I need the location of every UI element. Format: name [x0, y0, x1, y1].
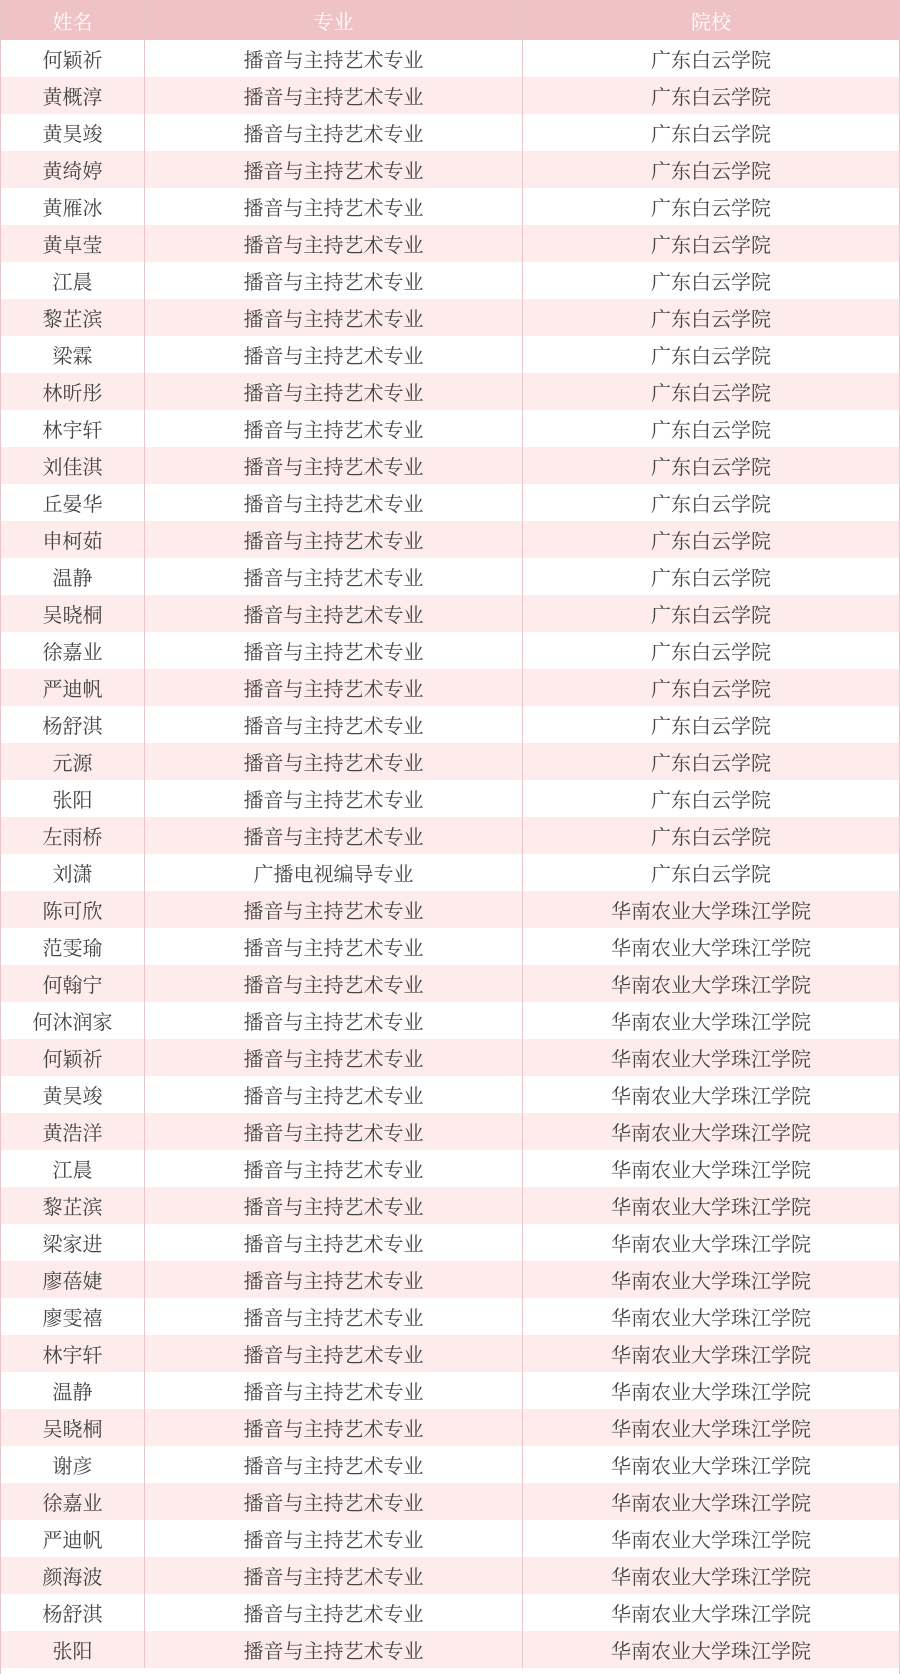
- table-row: [1, 928, 899, 965]
- cell-name: 廖雯禧: [1, 1298, 145, 1335]
- table-header: [1, 0, 899, 40]
- cell-school: 华南农业大学珠江学院: [611, 1602, 811, 1626]
- cell-school: 广东白云学院: [651, 455, 771, 479]
- cell-major: 播音与主持艺术专业: [145, 1039, 523, 1076]
- cell-school: 广东白云学院: [651, 196, 771, 220]
- table-row: [1, 114, 899, 151]
- cell-major: 播音与主持艺术专业: [145, 521, 523, 558]
- table-row: [1, 706, 899, 743]
- cell-major: 播音与主持艺术专业: [145, 373, 523, 410]
- table-row: [1, 854, 899, 891]
- cell-name: 黄卓莹: [1, 225, 145, 262]
- cell-major: 播音与主持艺术专业: [145, 1224, 523, 1261]
- cell-school: 华南农业大学珠江学院: [611, 1232, 811, 1256]
- cell-major: 播音与主持艺术专业: [145, 743, 523, 780]
- cell-major: 播音与主持艺术专业: [145, 336, 523, 373]
- cell-name: 丘晏华: [1, 484, 145, 521]
- cell-school: 广东白云学院: [651, 492, 771, 516]
- cell-major: 播音与主持艺术专业: [145, 1631, 523, 1668]
- table-row: [1, 77, 899, 114]
- cell-major: 播音与主持艺术专业: [145, 1520, 523, 1557]
- table-row: [1, 1224, 899, 1261]
- cell-name: 谢彦: [1, 1446, 145, 1483]
- cell-name: 徐嘉业: [1, 632, 145, 669]
- cell-major: 播音与主持艺术专业: [145, 965, 523, 1002]
- cell-name: 温静: [1, 1372, 145, 1409]
- cell-school: 广东白云学院: [651, 233, 771, 257]
- table-row: [1, 780, 899, 817]
- cell-name: 刘潇: [1, 854, 145, 891]
- table-row: [1, 669, 899, 706]
- cell-major: 播音与主持艺术专业: [145, 410, 523, 447]
- cell-name: 陈可欣: [1, 891, 145, 928]
- cell-name: 黎芷滨: [1, 299, 145, 336]
- cell-major: 播音与主持艺术专业: [145, 40, 523, 77]
- cell-school: 广东白云学院: [651, 677, 771, 701]
- cell-major: 播音与主持艺术专业: [145, 1409, 523, 1446]
- table-row: [1, 410, 899, 447]
- cell-name: 严迪帆: [1, 669, 145, 706]
- cell-school: 华南农业大学珠江学院: [611, 1380, 811, 1404]
- cell-major: 播音与主持艺术专业: [145, 225, 523, 262]
- table-row: [1, 1409, 899, 1446]
- cell-major: 播音与主持艺术专业: [145, 1594, 523, 1631]
- cell-school: 广东白云学院: [651, 788, 771, 812]
- table-row: [1, 1076, 899, 1113]
- table-row: [1, 299, 899, 336]
- cell-school: 广东白云学院: [651, 603, 771, 627]
- table-row: [1, 1594, 899, 1631]
- cell-school: 华南农业大学珠江学院: [611, 1306, 811, 1330]
- cell-major: 播音与主持艺术专业: [145, 1483, 523, 1520]
- cell-major: 播音与主持艺术专业: [145, 1150, 523, 1187]
- table-row: [1, 1335, 899, 1372]
- cell-major: 播音与主持艺术专业: [145, 595, 523, 632]
- cell-major: 播音与主持艺术专业: [145, 632, 523, 669]
- cell-name: 廖蓓婕: [1, 1261, 145, 1298]
- cell-school: 华南农业大学珠江学院: [611, 1565, 811, 1589]
- cell-major: 播音与主持艺术专业: [145, 1261, 523, 1298]
- cell-school: 广东白云学院: [651, 48, 771, 72]
- table-row: [1, 262, 899, 299]
- cell-name: 范雯瑜: [1, 928, 145, 965]
- cell-school: 华南农业大学珠江学院: [611, 1454, 811, 1478]
- cell-name: 张阳: [1, 780, 145, 817]
- cell-school: 华南农业大学珠江学院: [611, 1010, 811, 1034]
- cell-name: 何沐润家: [1, 1002, 145, 1039]
- cell-school: 华南农业大学珠江学院: [611, 1343, 811, 1367]
- cell-name: 徐嘉业: [1, 1483, 145, 1520]
- cell-major: 播音与主持艺术专业: [145, 1187, 523, 1224]
- cell-name: 杨舒淇: [1, 706, 145, 743]
- table-row: [1, 1483, 899, 1520]
- table-row: [1, 1557, 899, 1594]
- cell-name: 林宇轩: [1, 1335, 145, 1372]
- cell-name: 林宇轩: [1, 410, 145, 447]
- table-row: [1, 743, 899, 780]
- table-row: [1, 1150, 899, 1187]
- cell-school: 华南农业大学珠江学院: [611, 1491, 811, 1515]
- cell-major: 广播电视编导专业: [145, 854, 523, 891]
- header-school: 院校: [691, 9, 731, 34]
- cell-name: 何颖祈: [1, 1039, 145, 1076]
- cell-major: 播音与主持艺术专业: [145, 188, 523, 225]
- table-row: [1, 891, 899, 928]
- cell-name: 温静: [1, 558, 145, 595]
- cell-major: 播音与主持艺术专业: [145, 1076, 523, 1113]
- table-row: [1, 151, 899, 188]
- table-row: [1, 558, 899, 595]
- cell-major: 播音与主持艺术专业: [145, 114, 523, 151]
- cell-school: 华南农业大学珠江学院: [611, 1195, 811, 1219]
- cell-school: 华南农业大学珠江学院: [611, 1084, 811, 1108]
- table-row: [1, 1298, 899, 1335]
- cell-school: 华南农业大学珠江学院: [611, 1269, 811, 1293]
- cell-school: 华南农业大学珠江学院: [611, 973, 811, 997]
- cell-major: 播音与主持艺术专业: [145, 299, 523, 336]
- cell-school: 广东白云学院: [651, 307, 771, 331]
- table-row: [1, 40, 899, 77]
- cell-major: 播音与主持艺术专业: [145, 1113, 523, 1150]
- table-row: [1, 595, 899, 632]
- cell-name: 梁家进: [1, 1224, 145, 1261]
- cell-major: 播音与主持艺术专业: [145, 669, 523, 706]
- cell-name: 申柯茹: [1, 521, 145, 558]
- table-row: [1, 336, 899, 373]
- table-row: [1, 521, 899, 558]
- cell-major: 播音与主持艺术专业: [145, 77, 523, 114]
- cell-school: 广东白云学院: [651, 159, 771, 183]
- table-row: [1, 1520, 899, 1557]
- table-row: [1, 484, 899, 521]
- header-name: 姓名: [1, 0, 145, 40]
- cell-school: 广东白云学院: [651, 862, 771, 886]
- cell-school: 广东白云学院: [651, 640, 771, 664]
- cell-school: 广东白云学院: [651, 344, 771, 368]
- cell-major: 播音与主持艺术专业: [145, 780, 523, 817]
- cell-school: 广东白云学院: [651, 418, 771, 442]
- cell-name: 黄昊竣: [1, 114, 145, 151]
- table-row: [1, 1372, 899, 1409]
- cell-school: 华南农业大学珠江学院: [611, 1047, 811, 1071]
- cell-school: 华南农业大学珠江学院: [611, 1417, 811, 1441]
- cell-school: 广东白云学院: [651, 751, 771, 775]
- cell-name: 黄绮婷: [1, 151, 145, 188]
- cell-name: 黄浩洋: [1, 1113, 145, 1150]
- table-row: [1, 188, 899, 225]
- cell-name: 左雨桥: [1, 817, 145, 854]
- cell-name: 严迪帆: [1, 1520, 145, 1557]
- cell-school: 华南农业大学珠江学院: [611, 1121, 811, 1145]
- cell-major: 播音与主持艺术专业: [145, 1372, 523, 1409]
- cell-name: 黄概淳: [1, 77, 145, 114]
- table-row: [1, 965, 899, 1002]
- cell-name: 何颖祈: [1, 40, 145, 77]
- table-row: [1, 817, 899, 854]
- cell-school: 华南农业大学珠江学院: [611, 899, 811, 923]
- cell-name: 杨舒淇: [1, 1594, 145, 1631]
- cell-name: 吴晓桐: [1, 595, 145, 632]
- cell-name: 刘佳淇: [1, 447, 145, 484]
- cell-school: 广东白云学院: [651, 714, 771, 738]
- cell-name: 林昕彤: [1, 373, 145, 410]
- cell-major: 播音与主持艺术专业: [145, 262, 523, 299]
- table-row: [1, 1039, 899, 1076]
- table-body: [1, 40, 899, 1668]
- cell-major: 播音与主持艺术专业: [145, 1002, 523, 1039]
- cell-name: 吴晓桐: [1, 1409, 145, 1446]
- cell-name: 颜海波: [1, 1557, 145, 1594]
- cell-school: 华南农业大学珠江学院: [611, 1639, 811, 1663]
- cell-school: 华南农业大学珠江学院: [611, 936, 811, 960]
- cell-major: 播音与主持艺术专业: [145, 484, 523, 521]
- table-row: [1, 1261, 899, 1298]
- cell-name: 黄雁冰: [1, 188, 145, 225]
- cell-name: 黎芷滨: [1, 1187, 145, 1224]
- cell-name: 梁霖: [1, 336, 145, 373]
- cell-school: 广东白云学院: [651, 85, 771, 109]
- cell-major: 播音与主持艺术专业: [145, 706, 523, 743]
- cell-name: 何翰宁: [1, 965, 145, 1002]
- table-row: [1, 1002, 899, 1039]
- table-row: [1, 225, 899, 262]
- cell-name: 黄昊竣: [1, 1076, 145, 1113]
- cell-school: 华南农业大学珠江学院: [611, 1158, 811, 1182]
- cell-major: 播音与主持艺术专业: [145, 1298, 523, 1335]
- cell-major: 播音与主持艺术专业: [145, 151, 523, 188]
- table-row: [1, 373, 899, 410]
- cell-school: 华南农业大学珠江学院: [611, 1528, 811, 1552]
- cell-major: 播音与主持艺术专业: [145, 928, 523, 965]
- cell-school: 广东白云学院: [651, 529, 771, 553]
- cell-school: 广东白云学院: [651, 381, 771, 405]
- table-row: [1, 1187, 899, 1224]
- cell-major: 播音与主持艺术专业: [145, 891, 523, 928]
- table-row: [1, 1446, 899, 1483]
- cell-name: 江晨: [1, 262, 145, 299]
- cell-school: 广东白云学院: [651, 566, 771, 590]
- cell-school: 广东白云学院: [651, 270, 771, 294]
- cell-name: 张阳: [1, 1631, 145, 1668]
- cell-name: 江晨: [1, 1150, 145, 1187]
- cell-school: 广东白云学院: [651, 122, 771, 146]
- table-row: [1, 447, 899, 484]
- header-major: 专业: [145, 0, 523, 40]
- cell-major: 播音与主持艺术专业: [145, 1335, 523, 1372]
- cell-major: 播音与主持艺术专业: [145, 447, 523, 484]
- cell-major: 播音与主持艺术专业: [145, 558, 523, 595]
- cell-major: 播音与主持艺术专业: [145, 1557, 523, 1594]
- table-row: [1, 1631, 899, 1668]
- cell-name: 元源: [1, 743, 145, 780]
- cell-major: 播音与主持艺术专业: [145, 817, 523, 854]
- table-row: [1, 632, 899, 669]
- table-row: [1, 1113, 899, 1150]
- cell-school: 广东白云学院: [651, 825, 771, 849]
- cell-major: 播音与主持艺术专业: [145, 1446, 523, 1483]
